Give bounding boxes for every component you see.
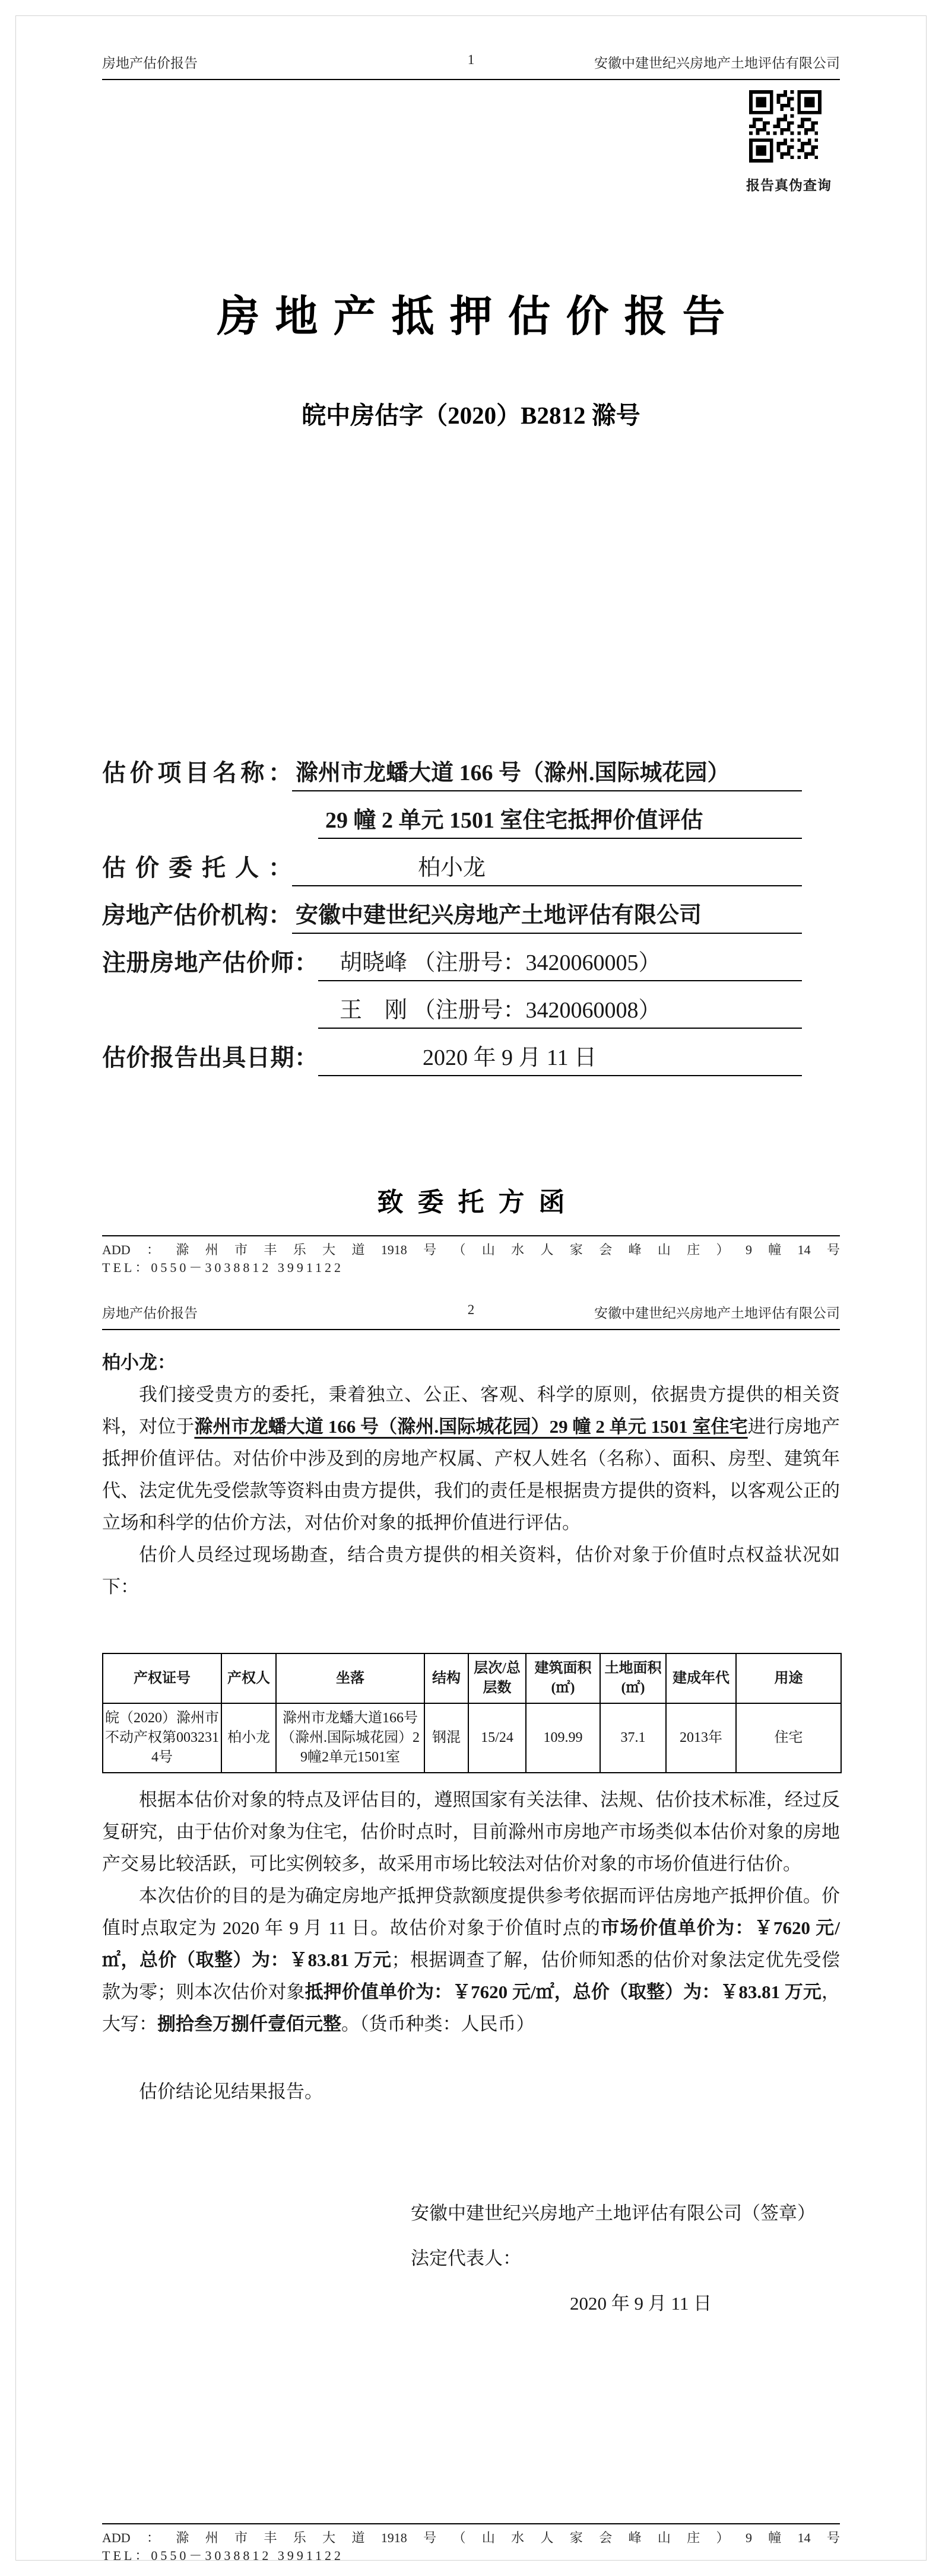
field-project-name-line2 — [102, 791, 840, 839]
table-header-cell: 建成年代 — [666, 1653, 736, 1703]
header-left-title: 房地产估价报告 — [102, 1306, 198, 1321]
table-header-cell: 坐落 — [276, 1653, 424, 1703]
table-cell-build-year: 2013年 — [666, 1703, 736, 1773]
table-header-cell: 层次/总层数 — [468, 1653, 526, 1703]
table-cell-owner: 柏小龙 — [221, 1703, 276, 1773]
p4-run-7: 。（货币种类：人民币） — [341, 2014, 535, 2034]
table-cell-usage: 住宅 — [736, 1703, 841, 1773]
cover-fields — [102, 744, 840, 1076]
p1-subject-property: 滁州市龙蟠大道 166 号（滁州.国际城花园）29 幢 2 单元 1501 室住宅 — [194, 1416, 748, 1437]
field-report-date-value: 2020 年 9 月 11 日 — [318, 1039, 802, 1076]
table-row — [103, 1703, 841, 1773]
letter-paragraph-4 — [102, 1880, 840, 2040]
page-number: 1 — [467, 52, 475, 67]
table-header-cell: 产权人 — [221, 1653, 276, 1703]
field-appraiser-1 — [102, 934, 840, 981]
field-appraiser2-value: 王 刚 （注册号：3420060008） — [318, 991, 802, 1029]
p4-run-1: 本次估价的目的是为确定房地产抵押贷款额度提供参考依据而评估房地产抵押价值。价值时点取定为 2020 年 9 月 11 日。故估价对象于价值时点的 — [102, 1885, 840, 1938]
signature-block — [102, 2191, 840, 2326]
field-agency-value: 安徽中建世纪兴房地产土地评估有限公司 — [292, 896, 802, 934]
table-cell-certificate-no: 皖（2020）滁州市不动产权第0032314号 — [103, 1703, 221, 1773]
field-client — [102, 839, 840, 886]
p4-market-value: 市场价值单价为：￥7620 元/㎡，总价（取整）为：￥83.81 万元 — [102, 1917, 840, 1970]
signature-date: 2020 年 9 月 11 日 — [570, 2293, 712, 2314]
field-report-date-label: 估价报告出具日期： — [102, 1044, 318, 1071]
p4-mortgage-value: 抵押价值单价为：￥7620 元/㎡，总价（取整）为：￥83.81 万元 — [305, 1982, 822, 2002]
field-appraiser1-value: 胡晓峰 （注册号：3420060005） — [318, 944, 802, 981]
table-cell-structure: 钢混 — [424, 1703, 468, 1773]
p1-run-3: 进行房地产抵押价值评估。对估价中涉及到的房地产权属、产权人姓名（名称）、面积、房型、建筑年代、法定优先受偿款等资料由贵方提供，我们的责任是根据贵方提供的资料，以客观公正的立场和科学的估价方法，对估价对象的抵押价值进行评估。 — [102, 1416, 840, 1533]
footer-address: ADD：滁州市丰乐大道1918号（山水人家会峰山庄）9幢14号 — [102, 2530, 840, 2545]
p1-run-1: 我们接受贵方的委托，秉着独立、公正、客观、科学的原则，依据贵方提供的相关资料，对位于 — [102, 1384, 840, 1437]
letter-paragraph-2: 估价人员经过现场勘查，结合贵方提供的相关资料，估价对象于价值时点权益状况如下： — [102, 1544, 840, 1597]
field-project-name-label: 估价项目名称： — [102, 759, 292, 786]
qr-verification-block — [746, 90, 832, 194]
page-number: 2 — [467, 1302, 475, 1317]
letter-paragraph-3: 根据本估价对象的特点及评估目的，遵照国家有关法律、法规、估价技术标准，经过反复研究，由于估价对象为住宅，估价时点时，目前滁州市房地产市场类似本估价对象的房地产交易比较活跃，可比实例较多，故采用市场比较法对估价对象的市场价值进行估价。 — [102, 1789, 840, 1874]
p4-run-5: ，大写： — [102, 1982, 840, 2034]
report-number: 皖中房估字（2020）B2812 滁号 — [302, 402, 640, 429]
field-agency-label: 房地产估价机构： — [102, 902, 292, 928]
signature-legal-representative: 法定代表人： — [411, 2248, 521, 2269]
page2-footer — [102, 2523, 840, 2565]
table-cell-land-area: 37.1 — [600, 1703, 666, 1773]
page1-header-rule — [102, 52, 840, 80]
page2-header-rule — [102, 1302, 840, 1330]
header-left-title: 房地产估价报告 — [102, 56, 198, 71]
field-appraiser-label: 注册房地产估价师： — [102, 949, 318, 976]
letter-paragraph-5: 估价结论见结果报告。 — [139, 2081, 323, 2102]
table-header-cell: 土地面积(㎡) — [600, 1653, 666, 1703]
page-2-letter — [0, 1288, 942, 2576]
field-project-name-value: 滁州市龙蟠大道 166 号（滁州.国际城花园） — [292, 754, 802, 791]
property-rights-table — [102, 1653, 842, 1773]
letter-paragraph-1 — [102, 1379, 840, 1539]
table-cell-floor: 15/24 — [468, 1703, 526, 1773]
table-header-cell: 结构 — [424, 1653, 468, 1703]
table-header-cell: 建筑面积(㎡) — [526, 1653, 600, 1703]
letter-body — [102, 1347, 840, 2326]
table-cell-location: 滁州市龙蟠大道166号（滁州.国际城花园）29幢2单元1501室 — [276, 1703, 424, 1773]
footer-telephone: TEL：0550－3038812 3991122 — [102, 2548, 344, 2563]
header-right-company: 安徽中建世纪兴房地产土地评估有限公司 — [594, 1306, 840, 1321]
field-project-name-value2: 29 幢 2 单元 1501 室住宅抵押价值评估 — [318, 802, 802, 839]
field-client-label: 估价委托人： — [102, 854, 292, 881]
field-agency — [102, 886, 840, 934]
qr-code — [749, 90, 822, 163]
header-right-company: 安徽中建世纪兴房地产土地评估有限公司 — [594, 56, 840, 71]
footer-telephone: TEL：0550－3038812 3991122 — [102, 1260, 344, 1275]
table-header-cell: 产权证号 — [103, 1653, 221, 1703]
p4-amount-in-words: 捌拾叁万捌仟壹佰元整 — [157, 2014, 341, 2034]
field-project-name — [102, 744, 840, 791]
table-cell-building-area: 109.99 — [526, 1703, 600, 1773]
signature-company-seal: 安徽中建世纪兴房地产土地评估有限公司（签章） — [411, 2203, 816, 2224]
footer-address: ADD：滁州市丰乐大道1918号（山水人家会峰山庄）9幢14号 — [102, 1242, 840, 1257]
letter-salutation: 柏小龙： — [102, 1352, 176, 1373]
table-header-row — [103, 1653, 841, 1703]
p4-run-3: ；根据调查了解，估价师知悉的估价对象法定优先受偿款为零；则本次估价对象 — [102, 1950, 840, 2002]
table-header-cell: 用途 — [736, 1653, 841, 1703]
letter-to-client-heading: 致委托方函 — [377, 1188, 579, 1217]
page2-header — [102, 1288, 840, 1330]
field-report-date — [102, 1029, 840, 1076]
report-title: 房地产抵押估价报告 — [217, 293, 741, 341]
page1-header — [102, 0, 840, 80]
page1-footer — [102, 1235, 840, 1277]
field-appraiser-2 — [102, 981, 840, 1029]
field-client-value: 柏小龙 — [292, 849, 802, 886]
qr-caption: 报告真伪查询 — [746, 178, 832, 193]
